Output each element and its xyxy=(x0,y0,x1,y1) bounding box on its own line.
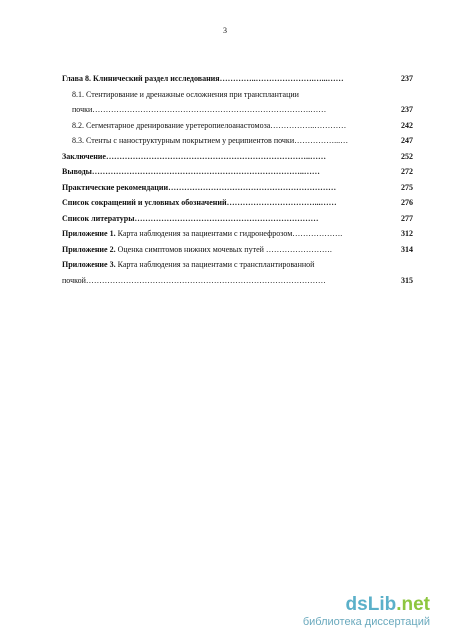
toc-row-8-1-cont[interactable] xyxy=(62,102,420,118)
toc-entry-text: 8.2. Сегментарное дренирование уретеропиелоанастомоза……………..………… xyxy=(72,120,347,130)
toc-entry-text: 8.1. Стентирование и дренажные осложнения при трансплантации xyxy=(72,89,299,99)
toc-entry-text: Список сокращений и условных обозначений……………………………...…… xyxy=(62,198,337,207)
toc-page-number: 237 xyxy=(401,105,413,114)
dslib-logo xyxy=(346,594,430,616)
toc-entry-bold-prefix: Приложение 1. xyxy=(62,229,116,238)
toc-entry-text: Список литературы…………………………………………………………… xyxy=(62,213,319,223)
toc-row-8-3[interactable] xyxy=(62,133,420,149)
watermark-caption: библиотека диссертаций xyxy=(302,616,430,628)
toc-row-appendix-1[interactable] xyxy=(62,226,420,242)
toc-page-number: 277 xyxy=(401,213,413,223)
toc-row-appendix-3[interactable] xyxy=(62,257,420,273)
table-of-contents xyxy=(62,71,420,288)
toc-page-number: 242 xyxy=(401,120,413,130)
toc-entry-text: 8.3. Стенты с наноструктурным покрытием у реципиентов почки……………...… xyxy=(72,136,349,145)
logo-main-text: dsLib xyxy=(345,594,397,615)
toc-page-number: 315 xyxy=(401,275,413,285)
toc-entry-text: Приложение 2. Оценка симптомов нижних мочевых путей ……………………. xyxy=(62,244,332,254)
toc-row-appendix-3-cont[interactable] xyxy=(62,273,420,289)
toc-entry-text: Практические рекомендации……………………………………………………… xyxy=(62,182,337,192)
toc-entry-text: почки……………………………………………………………………….…… xyxy=(72,105,327,114)
toc-page-number: 275 xyxy=(401,182,413,192)
toc-row-conclusion[interactable] xyxy=(62,149,420,165)
toc-row-findings[interactable] xyxy=(62,164,420,180)
toc-page-number: 272 xyxy=(401,167,413,176)
toc-page-number: 237 xyxy=(401,74,413,83)
toc-entry-bold-prefix: Приложение 3. xyxy=(62,260,116,269)
toc-row-chapter-8[interactable] xyxy=(62,71,420,87)
toc-row-appendix-2[interactable] xyxy=(62,242,420,258)
toc-entry-text: Приложение 3. Карта наблюдения за пациентами с трансплантированной xyxy=(62,260,315,269)
toc-row-abbreviations[interactable] xyxy=(62,195,420,211)
dslib-watermark xyxy=(260,594,430,634)
toc-page-number: 252 xyxy=(401,151,413,161)
page-number: 3 xyxy=(223,26,227,35)
toc-row-8-1[interactable] xyxy=(62,87,420,103)
toc-entry-text: Заключение…………………………………………………………………..…… xyxy=(62,151,326,161)
toc-row-recommendations[interactable] xyxy=(62,180,420,196)
toc-row-8-2[interactable] xyxy=(62,118,420,134)
toc-entry-text: Глава 8. Клинический раздел исследования…………..………………….…...…… xyxy=(62,74,344,83)
toc-entry-text: Приложение 1. Карта наблюдения за пациентами с гидронефрозом………………. xyxy=(62,229,343,238)
toc-entry-bold-prefix: Приложение 2. xyxy=(62,244,116,254)
logo-accent-text: .net xyxy=(396,594,430,615)
toc-entry-text: Выводы……………………………………………………………………..…… xyxy=(62,167,320,176)
toc-entry-text: почкой……………………………………………………………………………… xyxy=(62,275,326,285)
toc-page-number: 247 xyxy=(401,136,413,145)
toc-row-references[interactable] xyxy=(62,211,420,227)
toc-page-number: 314 xyxy=(401,244,413,254)
toc-page-number: 312 xyxy=(401,229,413,238)
toc-page-number: 276 xyxy=(401,198,413,207)
